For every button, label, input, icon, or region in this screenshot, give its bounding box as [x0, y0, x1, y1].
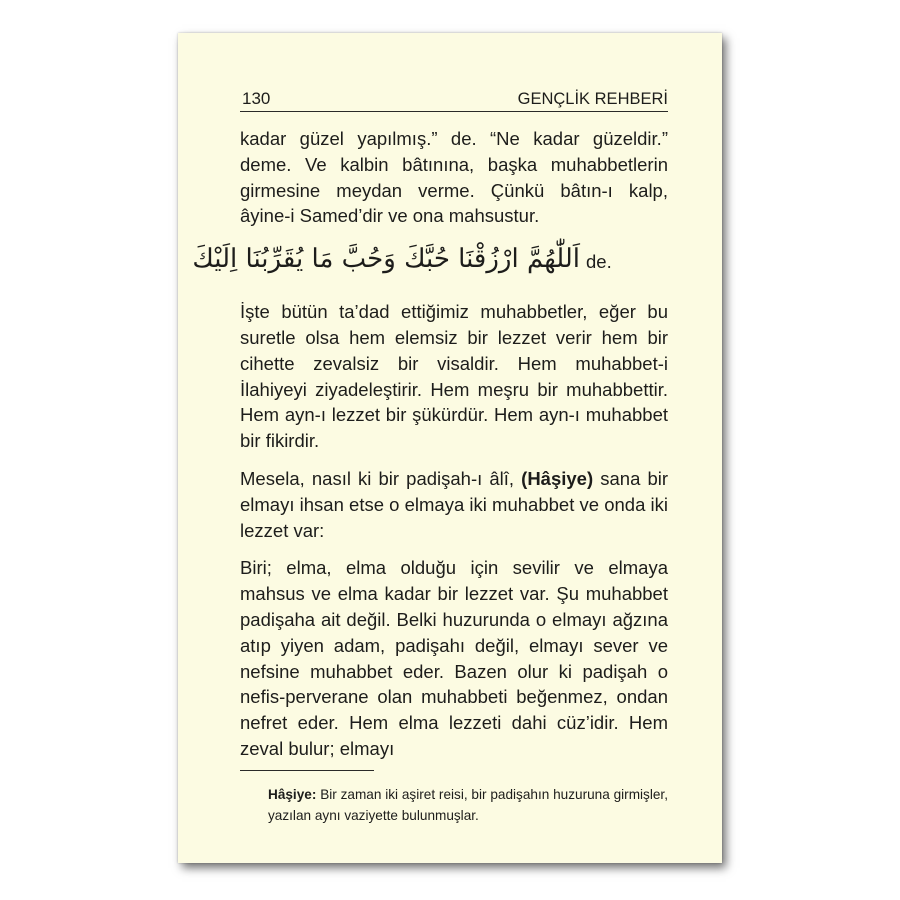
page-header: [240, 89, 668, 112]
footnote-divider: [240, 770, 374, 771]
footnote: [268, 784, 668, 826]
page-body: [192, 126, 669, 762]
running-title: GENÇLİK REHBERİ: [517, 90, 668, 108]
arabic-suffix: de.: [586, 251, 612, 273]
page-number: 130: [242, 89, 271, 108]
paragraph-4: Biri; elma, elma olduğu için sevilir ve elmaya mahsus ve elma kadar bir lezzet var. Şu muhabbet padişaha ait değil. Belki huzurunda o elmayı ağzına atıp yiyen adam, padişahı değil, elmayı sever ve nefsine muhabbet eder. Bazen olur ki padişah o nefis-perverane olan muhabbeti beğenmez, ondan nefret eder. Hem elma lezzeti dahi cüz’idir. Hem zeval bulur; elmayı: [240, 557, 668, 759]
footnote-text: Bir zaman iki aşiret reisi, bir padişahın huzuruna girmişler, yazılan aynı vaziyette bulunmuşlar.: [268, 787, 668, 823]
footnote-label: Hâşiye:: [268, 787, 317, 802]
arabic-prayer: اَللّٰهُمَّ ارْزُقْنَا حُبَّكَ وَحُبَّ مَا يُقَرِّبُنَا اِلَيْكَ: [192, 244, 580, 275]
paragraph-1: kadar güzel yapılmış.” de. “Ne kadar güzeldir.” deme. Ve kalbin bâtınına, başka muhabbetlerin girmesine meydan verme. Çünkü bâtın-ı kalp, âyine-i Samed’dir ve ona mahsustur.: [240, 128, 668, 227]
hasiye-reference: (Hâşiye): [521, 467, 594, 489]
book-page: [178, 33, 722, 863]
paragraph-3: [240, 466, 668, 543]
paragraph-3-start: Mesela, nasıl ki bir padişah-ı âlî,: [240, 467, 515, 489]
paragraph-3-end: sana bir elmayı ihsan etse o elmaya iki muhabbet ve onda iki lezzet var:: [240, 467, 669, 541]
paragraph-2: İşte bütün ta’dad ettiğimiz muhabbetler, eğer bu suretle olsa hem elemsiz bir lezzet verir hem bir cihette zevalsiz bir visaldir. Hem muhabbet-i İlahiyeyi ziyadeleştirir. Hem meşru bir muhabbettir. Hem ayn-ı lezzet bir şükürdür. Hem ayn-ı muhabbet bir fikirdir.: [240, 301, 668, 452]
arabic-prayer-line: [192, 235, 668, 299]
